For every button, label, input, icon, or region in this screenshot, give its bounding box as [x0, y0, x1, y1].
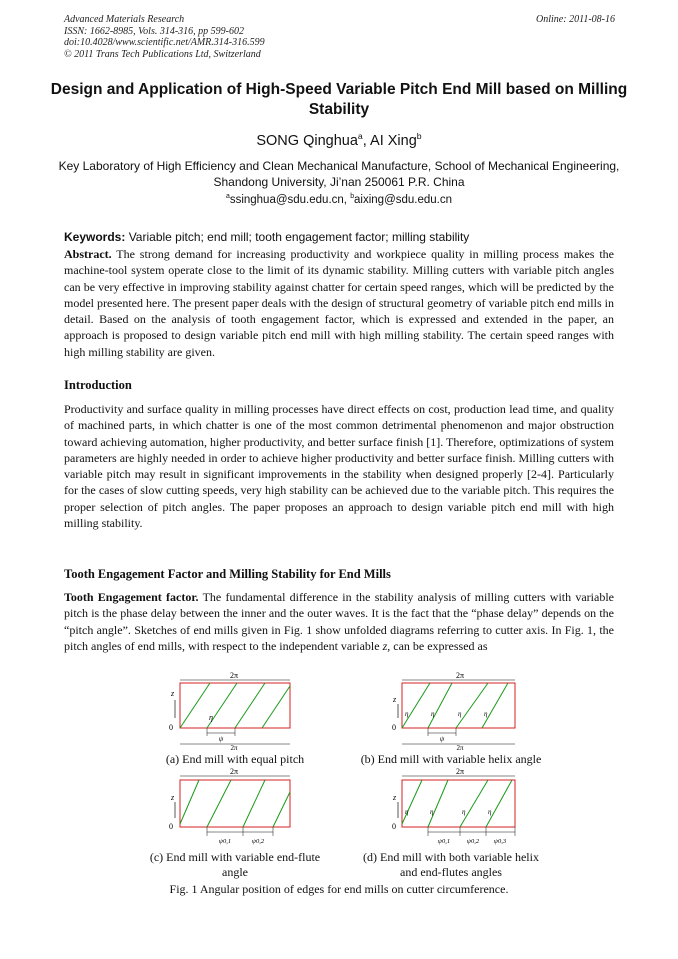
author-separator: ,: [362, 133, 371, 149]
fig-b-box: [402, 683, 515, 728]
journal-name: Advanced Materials Research: [64, 14, 185, 25]
keywords: [64, 230, 614, 244]
fig-d-eta-3: η: [462, 808, 466, 816]
section2-text-2: , can be expressed as: [387, 638, 488, 653]
emails: [0, 194, 678, 206]
fig-a-helix-1: [180, 683, 210, 728]
keywords-label: Keywords:: [64, 230, 126, 244]
fig-a-z-label: z: [171, 689, 175, 698]
author-2-sup: b: [416, 131, 422, 142]
fig-d-eta-1: η: [405, 808, 409, 816]
fig-d-psi03: ψ0,3: [493, 838, 507, 845]
email-a-sup: a: [225, 193, 230, 201]
author-1-sup: a: [357, 131, 363, 142]
figure-d-diagram: [390, 766, 530, 848]
fig-d-z-label: z: [393, 793, 397, 802]
fig-b-origin: 0: [392, 723, 396, 732]
section2-heading: Tooth Engagement Factor and Milling Stability for End Mills: [64, 567, 391, 581]
author-2: AI Xing: [370, 133, 417, 149]
copyright-line: © 2011 Trans Tech Publications Ltd, Switzerland: [64, 48, 261, 60]
caption-d-line2: and end-flutes angles: [400, 865, 502, 879]
fig-d-psi02: ψ0,2: [466, 838, 480, 845]
caption-c-line1: (c) End mill with variable end-flute: [149, 850, 321, 864]
fig-a-box: [180, 683, 290, 728]
figure-a-diagram: [165, 670, 305, 750]
figure-b-diagram: [390, 670, 530, 750]
caption-a: (a) End mill with equal pitch: [165, 752, 305, 766]
caption-c: [120, 850, 350, 880]
issn-line: ISSN: 1662-8985, Vols. 314-316, pp 599-602: [64, 25, 244, 37]
section2-label: Tooth Engagement factor.: [64, 590, 199, 604]
fig-c-psi02: ψ0,2: [251, 838, 265, 845]
fig-c-z-label: z: [171, 793, 175, 802]
publication-meta: [64, 14, 265, 60]
online-date: Online: 2011-08-16: [536, 14, 615, 25]
figure-c-diagram: [165, 766, 305, 848]
fig-a-2pi-top: 2π: [229, 671, 239, 680]
fig-a-2pi-bottom: 2π: [230, 744, 238, 750]
fig-b-eta-4: η: [484, 710, 488, 718]
fig-a-origin: 0: [169, 723, 173, 732]
fig-b-2pi-top: 2π: [455, 671, 465, 680]
fig-c-origin: 0: [169, 822, 173, 831]
section2-text-1: The fundamental difference in the stability analysis of milling cutters with variable pitch is the phase delay between the inner and the outer waves. It is the fact that the “phase delay” depends on the “pitch angle”. Sketches of end mills given in Fig. 1 show unfolded diagrams referring to cutter axis. In Fig. 1, the pitch angles of end mills, with respect to the independent variable: [64, 590, 614, 653]
author-line: [0, 133, 678, 149]
section2-text: [64, 589, 614, 654]
caption-b: (b) End mill with variable helix angle: [360, 752, 542, 766]
affiliation: Key Laboratory of High Efficiency and Clean Mechanical Manufacture, School of Mechanical Engineering, Shandong University, Ji’nan 250061 P.R. China: [58, 159, 620, 189]
fig-a-helix-3: [235, 683, 265, 728]
paper-title: Design and Application of High-Speed Variable Pitch End Mill based on Milling Stability: [50, 81, 628, 118]
abstract-text: The strong demand for increasing productivity and workpiece quality in milling process makes the machine-tool system operate close to the limit of its dynamic stability. Milling cutters with variable pitch angles can be very effective in improving stability against chatter for certain speed ranges, which will be predicted by the model presented here. The present paper deals with the design of structural geometry of variable pitch end mills in detail. Based on the analysis of tooth engagement factor, which is expressed and extended in the paper, an approach is proposed to design variable pitch end mill with high milling stability. The certain speed ranges with high milling stability are given.: [64, 247, 614, 359]
fig-c-2pi-top: 2π: [229, 767, 239, 776]
caption-d: [340, 850, 562, 880]
keywords-text: Variable pitch; end mill; tooth engagement factor; milling stability: [125, 230, 470, 244]
author-1: SONG Qinghua: [256, 133, 358, 149]
email-b-sup: b: [350, 193, 355, 201]
fig-b-z-label: z: [393, 695, 397, 704]
abstract-label: Abstract.: [64, 247, 112, 261]
fig-b-eta-1: η: [405, 710, 409, 718]
fig-a-helix-4: [262, 686, 290, 728]
doi-line[interactable]: doi:10.4028/www.scientific.net/AMR.314-316.599: [64, 37, 265, 48]
fig-c-psi01: ψ0,1: [218, 838, 232, 845]
fig-b-eta-2: η: [431, 710, 435, 718]
caption-d-line1: (d) End mill with both variable helix: [363, 850, 539, 864]
email-a[interactable]: ssinghua@sdu.edu.cn,: [229, 194, 351, 206]
fig-a-eta: η: [209, 713, 213, 722]
intro-text: Productivity and surface quality in milling processes have direct effects on cost, production lead time, and quality of machined parts, in which chatter is one of the most common detrimental phenomenon and major obstruction toward achieving automation, higher productivity, and better surface finish [1]. Therefore, optimizations of system parameters are highly needed in order to achieve higher productivity and better surface finish. Milling cutters with variable pitch may result in significant improvements in the stability when designed properly [2-4]. Particularly for the cases of slow cutting speeds, very high stability can be achieved due to the variable pitch. This requires the proper selection of pitch angles. The paper proposes an approach to design variable pitch end mill with high milling stability.: [64, 402, 614, 531]
intro-heading: Introduction: [64, 378, 132, 392]
fig-d-eta-2: η: [430, 808, 434, 816]
fig-b-eta-3: η: [458, 710, 462, 718]
abstract: [64, 246, 614, 360]
fig-b-2pi-bottom: 2π: [456, 744, 464, 750]
figure-caption: Fig. 1 Angular position of edges for end mills on cutter circumference.: [169, 882, 509, 896]
fig-d-2pi-top: 2π: [455, 767, 465, 776]
section2-var: z: [382, 638, 388, 653]
fig-d-psi01: ψ0,1: [437, 838, 451, 845]
caption-c-line2: angle: [222, 865, 248, 879]
fig-d-eta-4: η: [488, 808, 492, 816]
email-b[interactable]: aixing@sdu.edu.cn: [354, 194, 453, 206]
fig-a-psi: ψ: [218, 735, 224, 743]
fig-d-origin: 0: [392, 822, 396, 831]
fig-b-psi: ψ: [439, 735, 445, 743]
